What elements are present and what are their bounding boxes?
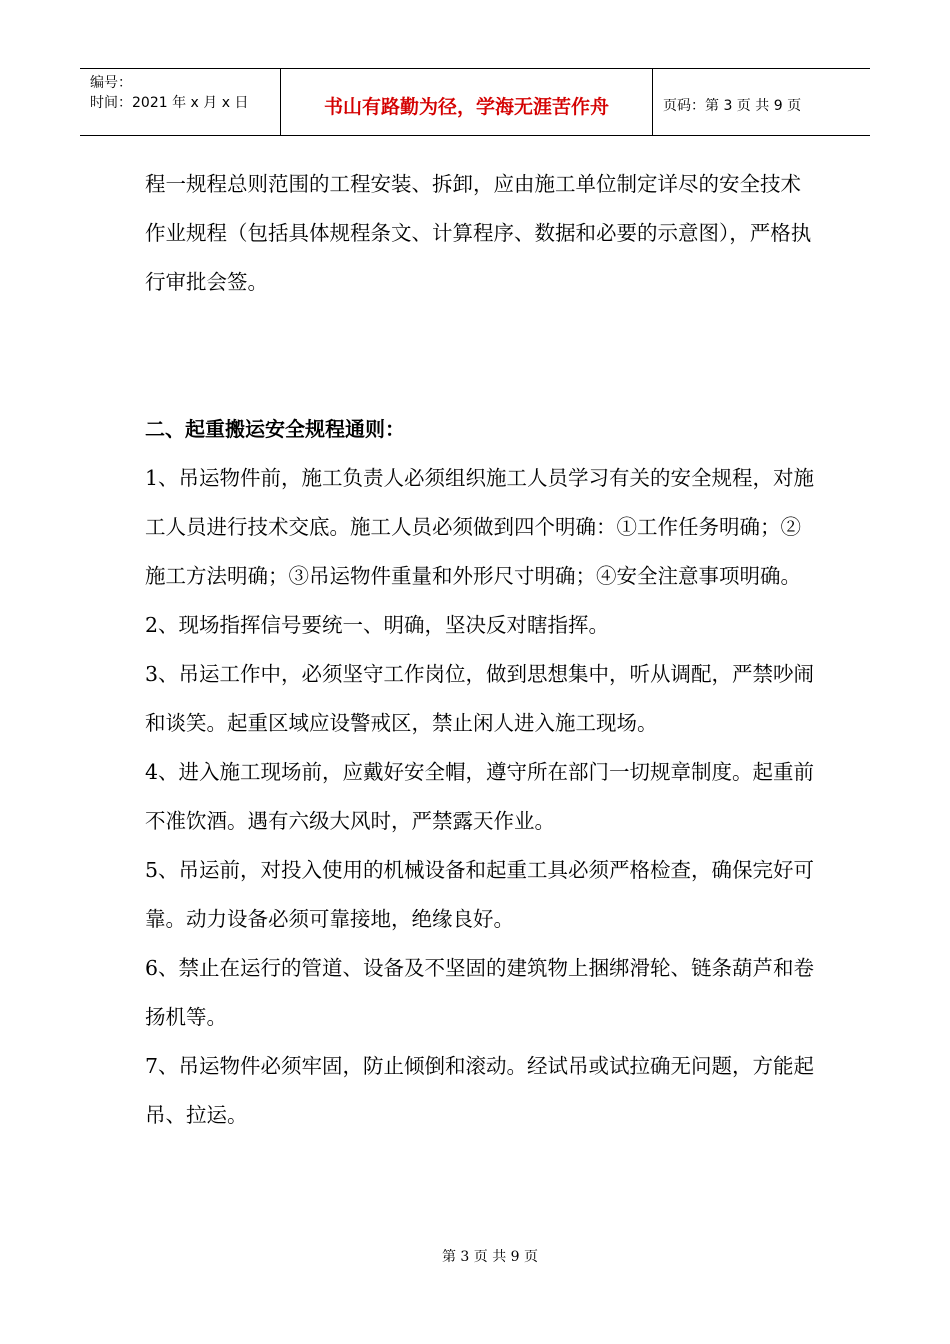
document-time-label: 时间：2021 年 x 月 x 日 (90, 95, 249, 111)
rule-item-7: 7、吊运物件必须牢固，防止倾倒和滚动。经试吊或试拉确无问题，方能起吊、拉运。 (145, 1054, 815, 1127)
rule-item-2: 2、现场指挥信号要统一、明确，坚决反对瞎指挥。 (145, 613, 610, 637)
paragraph-gap (145, 307, 815, 405)
section-title: 二、起重搬运安全规程通则： (145, 417, 405, 441)
header-meta (80, 69, 281, 135)
document-number-label: 编号： (90, 75, 132, 91)
header-page-code: 页码：第 3 页 共 9 页 (663, 98, 802, 114)
page-footer: 第 3 页 共 9 页 (441, 1249, 539, 1265)
rule-item-4: 4、进入施工现场前，应戴好安全帽，遵守所在部门一切规章制度。起重前不准饮酒。遇有六级大风时，严禁露天作业。 (145, 760, 815, 833)
page-header (80, 68, 870, 136)
intro-paragraph: 程一规程总则范围的工程安装、拆卸，应由施工单位制定详尽的安全技术作业规程（包括具体规程条文、计算程序、数据和必要的示意图），严格执行审批会签。 (145, 172, 812, 294)
rule-item-1: 1、吊运物件前，施工负责人必须组织施工人员学习有关的安全规程，对施工人员进行技术交底。施工人员必须做到四个明确：①工作任务明确；②施工方法明确；③吊运物件重量和外形尺寸明确；④安全注意事项明确。 (145, 466, 815, 588)
rule-item-3: 3、吊运工作中，必须坚守工作岗位，做到思想集中，听从调配，严禁吵闹和谈笑。起重区域应设警戒区，禁止闲人进入施工现场。 (145, 662, 815, 735)
document-body (145, 160, 815, 1140)
rule-item-6: 6、禁止在运行的管道、设备及不坚固的建筑物上捆绑滑轮、链条葫芦和卷扬机等。 (145, 956, 815, 1029)
header-motto: 书山有路勤为径，学海无涯苦作舟 (281, 69, 653, 135)
rule-item-5: 5、吊运前，对投入使用的机械设备和起重工具必须严格检查，确保完好可靠。动力设备必须可靠接地，绝缘良好。 (145, 858, 815, 931)
